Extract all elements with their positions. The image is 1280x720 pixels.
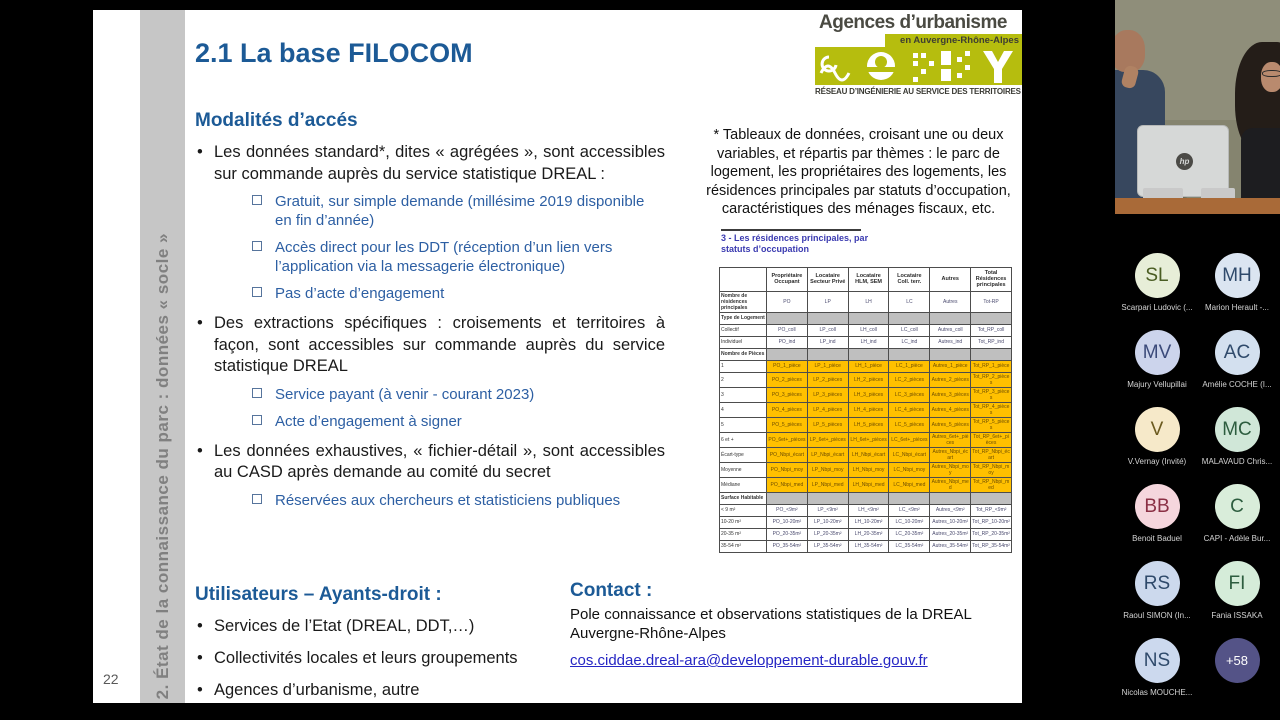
- table-cell: LP_35-54m²: [807, 540, 848, 552]
- bullet-item: [195, 313, 665, 431]
- contact-email-link[interactable]: cos.ciddae.dreal-ara@developpement-durable.gouv.fr: [570, 652, 928, 669]
- table-cell: LC_4_pièces: [889, 402, 930, 417]
- table-cell: Autres_10-20m²: [930, 516, 971, 528]
- checkbox-icon: [252, 287, 262, 297]
- table-cell: PO_1_pièce: [767, 360, 808, 372]
- bullet-item: [195, 441, 665, 510]
- table-cell: Autres_Nbpi_moy: [931, 463, 969, 476]
- table-row: [720, 516, 1012, 528]
- row-label: Moyenne: [720, 462, 767, 477]
- bullet-item: • Agences d’urbanisme, autre: [195, 680, 575, 701]
- table-cell: [889, 312, 930, 324]
- row-label: Écart-type: [720, 447, 767, 462]
- row-label: Collectif: [720, 324, 767, 336]
- table-row: [720, 336, 1012, 348]
- table-cell: PO_<9m²: [767, 504, 808, 516]
- row-label: < 9 m²: [720, 504, 767, 516]
- sub-bullet-item: [252, 284, 665, 303]
- table-cell: LH_<9m²: [848, 504, 889, 516]
- table-cell: LC_<9m²: [889, 504, 930, 516]
- table-cell: LC_coll: [889, 324, 930, 336]
- table-cell: Tot_RP_Nbpi_med: [971, 477, 1012, 492]
- table-cell: Autres_6et+_pièces: [930, 432, 971, 447]
- column-header: Propriétaire Occupant: [767, 267, 808, 291]
- row-label: Surface Habitable: [720, 492, 767, 504]
- table-cell: Autres_Nbpi_écart: [930, 447, 971, 462]
- table-row: [720, 402, 1012, 417]
- table-cell: LH_3_pièces: [848, 387, 889, 402]
- table-cell: LH: [848, 291, 889, 312]
- table-cell: Autres_<9m²: [930, 504, 971, 516]
- table-cell: [767, 492, 808, 504]
- row-label: 3: [720, 387, 767, 402]
- table-cell: [971, 312, 1012, 324]
- checkbox-icon: [252, 494, 262, 504]
- table-row: [720, 492, 1012, 504]
- participant-tile[interactable]: [1197, 330, 1277, 389]
- bullet-text: Des extractions spécifiques : croisements et territoires à façon, sont accessibles sur commande auprès du service statistique DREAL: [214, 314, 665, 375]
- table-cell: LH_1_pièce: [848, 360, 889, 372]
- table-cell: PO_4_pièces: [767, 402, 808, 417]
- table-cell: Autres_ind: [930, 336, 971, 348]
- checkbox-icon: [252, 415, 262, 425]
- table-cell: [930, 312, 971, 324]
- table-cell: [848, 492, 889, 504]
- participant-name: Fania ISSAKA: [1211, 611, 1263, 620]
- table-row: [720, 528, 1012, 540]
- table-cell: [889, 492, 930, 504]
- utilisateurs-list: [195, 616, 575, 701]
- table-cell: Tot_RP_6et+_pièces: [971, 432, 1012, 447]
- avatar: FI: [1215, 561, 1260, 606]
- table-cell: [767, 348, 808, 360]
- sub-bullet-list: [252, 491, 665, 510]
- table-cell: [848, 312, 889, 324]
- table-cell: Tot_RP_2_pièces: [971, 372, 1012, 387]
- table-cell: LP_5_pièces: [807, 417, 848, 432]
- row-label: 35-54 m²: [720, 540, 767, 552]
- participant-name: CAPI - Adèle Bur...: [1203, 534, 1271, 543]
- table-cell: LC: [889, 291, 930, 312]
- table-cell: Autres_5_pièces: [930, 417, 971, 432]
- participant-tile[interactable]: [1117, 484, 1197, 543]
- participant-tile[interactable]: [1197, 484, 1277, 543]
- table-row: [720, 540, 1012, 552]
- row-label: 1: [720, 360, 767, 372]
- column-header: Locataire Secteur Privé: [807, 267, 848, 291]
- table-cell: Tot_RP_4_pièces: [971, 402, 1012, 417]
- row-label: 2: [720, 372, 767, 387]
- table-row: [720, 504, 1012, 516]
- table-row: [720, 477, 1012, 492]
- table-row: [720, 348, 1012, 360]
- table-cell: Autres_Nbpi_med: [931, 478, 969, 491]
- table-cell: LC_Nbpi_moy: [889, 462, 930, 477]
- table-cell: [930, 492, 971, 504]
- table-cell: Autres_35-54m²: [930, 540, 971, 552]
- table-cell: Autres_3_pièces: [930, 387, 971, 402]
- table-cell: LP_3_pièces: [807, 387, 848, 402]
- sub-bullet-text: Pas d’acte d’engagement: [275, 285, 445, 302]
- sub-bullet-text: Réservées aux chercheurs et statisticiens publiques: [275, 491, 621, 509]
- avatar: RS: [1135, 561, 1180, 606]
- logo-title: Agences d’urbanisme: [819, 12, 1007, 33]
- table-caption-block: [721, 229, 1016, 255]
- webcam-video-tile[interactable]: [1115, 0, 1280, 214]
- table-cell: PO_Nbpi_med: [767, 477, 808, 492]
- table-cell: LC_10-20m²: [889, 516, 930, 528]
- table-cell: Autres: [930, 291, 971, 312]
- participant-name: Marion Herault -...: [1204, 303, 1270, 312]
- avatar: V: [1135, 407, 1180, 452]
- table-cell: LP: [807, 291, 848, 312]
- caption-divider: [721, 229, 861, 231]
- table-cell: LH_10-20m²: [848, 516, 889, 528]
- sub-bullet-text: Accès direct pour les DDT (réception d’un lien vers l’application via la messagerie électronique): [275, 239, 613, 275]
- slide-title: 2.1 La base FILOCOM: [195, 38, 473, 68]
- table-cell: PO_10-20m²: [767, 516, 808, 528]
- table-cell: PO_Nbpi_écart: [767, 447, 808, 462]
- corner-cell: [720, 267, 767, 291]
- table-cell: LP_ind: [807, 336, 848, 348]
- table-cell: LH_4_pièces: [848, 402, 889, 417]
- participant-name: Majury Vellupillai: [1127, 380, 1187, 389]
- table-cell: LP_6et+_pièces: [807, 432, 848, 447]
- participant-tile[interactable]: [1117, 638, 1197, 697]
- footnote-text: * Tableaux de données, croisant une ou deux variables, et répartis par thèmes : le parc de logement, les propriétaires des logements, les résidences principales par statuts d’occupation, caractéristiques des ménages fiscaux, etc.: [706, 127, 1011, 217]
- table-cell: Autres_20-35m²: [930, 528, 971, 540]
- table-cell: LC_3_pièces: [889, 387, 930, 402]
- bullet-item: • Services de l’Etat (DREAL, DDT,…): [195, 616, 575, 637]
- table-cell: Autres_coll: [930, 324, 971, 336]
- participant-name: Amélie COCHE (I...: [1202, 380, 1272, 389]
- table-cell: Tot_RP_10-20m²: [971, 516, 1012, 528]
- row-label: Nombre de Pièces: [720, 348, 767, 360]
- sub-bullet-list: [252, 192, 665, 303]
- table-cell: Autres_1_pièce: [930, 360, 971, 372]
- bullet-item: [195, 142, 665, 303]
- sub-bullet-item: [252, 238, 665, 276]
- row-label: Nombre de résidences principales: [720, 291, 767, 312]
- column-header: Autres: [930, 267, 971, 291]
- participant-name: Benoit Baduel: [1132, 534, 1182, 543]
- table-cell: [930, 348, 971, 360]
- avatar: NS: [1135, 638, 1180, 683]
- table-cell: Tot_RP_1_pièce: [971, 360, 1012, 372]
- table-cell: PO_20-35m²: [767, 528, 808, 540]
- bullet-text: Les données standard*, dites « agrégées », sont accessibles sur commande auprès du service statistique DREAL :: [214, 143, 665, 183]
- person-right-face: [1261, 62, 1280, 92]
- table-cell: LH_35-54m²: [848, 540, 889, 552]
- table-cell: LP_Nbpi_med: [807, 477, 848, 492]
- table-cell: LH_5_pièces: [848, 417, 889, 432]
- table-row: [720, 417, 1012, 432]
- table-cell: LC_1_pièce: [889, 360, 930, 372]
- table-cell: LP_Nbpi_écart: [807, 447, 848, 462]
- table-cell: LC_Nbpi_med: [889, 477, 930, 492]
- avatar: AC: [1215, 330, 1260, 375]
- bullet-item: • Collectivités locales et leurs groupements: [195, 648, 575, 669]
- table-cell: PO_2_pièces: [767, 372, 808, 387]
- table-cell: LP_Nbpi_moy: [807, 462, 848, 477]
- sub-bullet-text: Service payant (à venir - courant 2023): [275, 385, 535, 403]
- table-cell: Tot_RP_5_pièces: [971, 417, 1012, 432]
- glasses-icon: [1262, 70, 1280, 77]
- participant-name: Raoul SIMON (In...: [1123, 611, 1191, 620]
- checkbox-icon: [252, 388, 262, 398]
- avatar: MC: [1215, 407, 1260, 452]
- participant-tile[interactable]: [1117, 561, 1197, 620]
- table-cell: PO_6et+_pièces: [767, 432, 808, 447]
- avatar: MH: [1215, 253, 1260, 298]
- modalites-list: [195, 142, 665, 510]
- utilisateurs-section: [195, 584, 575, 712]
- table-cell: Tot_RP_Nbpi_écart: [972, 448, 1010, 461]
- participant-name: MALAVAUD Chris...: [1201, 457, 1273, 466]
- column-header: Locataire HLM, SEM: [848, 267, 889, 291]
- section-band: [140, 10, 185, 703]
- table-cell: LP_<9m²: [807, 504, 848, 516]
- sub-bullet-text: Gratuit, sur simple demande (millésime 2019 disponible en fin d’année): [275, 193, 645, 229]
- avatar: C: [1215, 484, 1260, 529]
- table-row: [720, 432, 1012, 447]
- laptop: [1137, 125, 1229, 197]
- overflow-count: +58: [1215, 638, 1260, 683]
- table-cell: PO_Nbpi_moy: [767, 462, 808, 477]
- table-cell: Tot-RP: [971, 291, 1012, 312]
- table-cell: LP_10-20m²: [807, 516, 848, 528]
- participant-name: Scarpari Ludovic (...: [1121, 303, 1193, 312]
- table-cell: [807, 348, 848, 360]
- table-cell: LC_2_pièces: [889, 372, 930, 387]
- contact-heading: Contact :: [570, 580, 653, 601]
- table-cell: Tot_RP_20-35m²: [971, 528, 1012, 540]
- table-header: [720, 267, 1012, 291]
- avatar: BB: [1135, 484, 1180, 529]
- logo-tagline: RÉSEAU D’INGÉNIERIE AU SERVICE DES TERRITOIRES: [815, 87, 1021, 96]
- table-cell: LC_ind: [889, 336, 930, 348]
- checkbox-icon: [252, 195, 262, 205]
- overflow-badge[interactable]: [1197, 638, 1277, 683]
- table-cell: PO_5_pièces: [767, 417, 808, 432]
- row-label: 6 et +: [720, 432, 767, 447]
- slide-right-column: [701, 126, 1016, 553]
- table-cell: LH_Nbpi_moy: [848, 462, 889, 477]
- logo-region: en Auvergne-Rhône-Alpes: [885, 34, 1022, 47]
- participants-panel: [1117, 253, 1277, 697]
- table-cell: Tot_RP_ind: [971, 336, 1012, 348]
- table-cell: LP_4_pièces: [807, 402, 848, 417]
- header-row: [720, 267, 1012, 291]
- row-label: Type de Logement: [720, 312, 767, 324]
- table-cell: LP_1_pièce: [807, 360, 848, 372]
- table-cell: [848, 348, 889, 360]
- table-cell: LH_ind: [848, 336, 889, 348]
- participant-tile[interactable]: [1197, 561, 1277, 620]
- sub-bullet-text: Acte d’engagement à signer: [275, 412, 462, 430]
- table-cell: LP_2_pièces: [807, 372, 848, 387]
- presentation-slide: [93, 10, 1022, 703]
- row-label: Médiane: [720, 477, 767, 492]
- row-label: 4: [720, 402, 767, 417]
- participant-tile[interactable]: [1117, 407, 1197, 466]
- table-row: [720, 462, 1012, 477]
- table-cell: LH_2_pièces: [848, 372, 889, 387]
- sub-bullet-item: [252, 412, 665, 431]
- table-cell: [889, 348, 930, 360]
- table-cell: Tot_RP_coll: [971, 324, 1012, 336]
- table-cell: LC_6et+_pièces: [889, 432, 930, 447]
- participant-name: V.Vernay (Invité): [1127, 457, 1187, 466]
- table-cell: [767, 312, 808, 324]
- table-cell: LC_20-35m²: [889, 528, 930, 540]
- table-cell: LH_coll: [848, 324, 889, 336]
- table-cell: [807, 312, 848, 324]
- table-cell: PO_3_pièces: [767, 387, 808, 402]
- bullet-text: Les données exhaustives, « fichier-détail », sont accessibles au CASD après demande au comité du secret: [214, 441, 665, 481]
- sub-bullet-list: [252, 385, 665, 431]
- table-cell: LP_coll: [807, 324, 848, 336]
- participant-name: Nicolas MOUCHE...: [1121, 688, 1193, 697]
- sub-bullet-item: [252, 491, 665, 510]
- sub-bullet-item: [252, 192, 665, 230]
- participant-tile[interactable]: [1117, 253, 1197, 312]
- table-row: [720, 312, 1012, 324]
- utilisateurs-heading: Utilisateurs – Ayants-droit :: [195, 584, 442, 605]
- table-cell: LC_Nbpi_écart: [889, 447, 930, 462]
- table-cell: LH_Nbpi_écart: [848, 447, 889, 462]
- table-cell: Tot_RP_35-54m²: [971, 540, 1012, 552]
- modalites-heading: Modalités d’accés: [195, 110, 358, 131]
- row-label: 5: [720, 417, 767, 432]
- table-cell: Autres_2_pièces: [930, 372, 971, 387]
- column-header: Total Résidences principales: [971, 267, 1012, 291]
- row-label: 20-35 m²: [720, 528, 767, 540]
- agency-logo: [815, 12, 1022, 112]
- table-cell: [807, 492, 848, 504]
- table-cell: LH_20-35m²: [848, 528, 889, 540]
- table-row: [720, 360, 1012, 372]
- table-caption: 3 - Les résidences principales, par statuts d’occupation: [721, 232, 869, 254]
- section-label: 2. État de la connaissance du parc : données « socle »: [152, 232, 172, 699]
- table-cell: LC_5_pièces: [889, 417, 930, 432]
- row-label: Individuel: [720, 336, 767, 348]
- participant-tile[interactable]: [1197, 407, 1277, 466]
- filocom-table: [719, 267, 1012, 553]
- table-cell: Autres_4_pièces: [930, 402, 971, 417]
- table-row: [720, 372, 1012, 387]
- table-cell: LC_35-54m²: [889, 540, 930, 552]
- participant-tile[interactable]: [1117, 330, 1197, 389]
- column-header: Locataire Coll. terr.: [889, 267, 930, 291]
- table-cell: PO_coll: [767, 324, 808, 336]
- table-cell: Tot_RP_3_pièces: [971, 387, 1012, 402]
- participant-tile[interactable]: [1197, 253, 1277, 312]
- sub-bullet-item: [252, 385, 665, 404]
- modalites-section: [195, 110, 665, 520]
- avatar: SL: [1135, 253, 1180, 298]
- table-cell: LH_6et+_pièces: [848, 432, 889, 447]
- table-cell: PO_ind: [767, 336, 808, 348]
- table-row: [720, 324, 1012, 336]
- table-cell: LH_Nbpi_med: [848, 477, 889, 492]
- table-cell: Tot_RP_<9m²: [971, 504, 1012, 516]
- row-label: 10-20 m²: [720, 516, 767, 528]
- contact-section: [570, 580, 1020, 670]
- table-cell: PO_35-54m²: [767, 540, 808, 552]
- table-cell: PO: [767, 291, 808, 312]
- contact-description: Pole connaissance et observations statistiques de la DREAL Auvergne-Rhône-Alpes: [570, 606, 972, 642]
- avatar: MV: [1135, 330, 1180, 375]
- logo-art-icon: [815, 47, 1022, 85]
- table-cell: [971, 492, 1012, 504]
- table-body: [720, 291, 1012, 552]
- table-cell: Tot_RP_Nbpi_moy: [971, 462, 1012, 477]
- table-row: [720, 291, 1012, 312]
- hp-logo-icon: hp: [1176, 153, 1193, 170]
- table-row: [720, 387, 1012, 402]
- page-number: 22: [103, 671, 119, 687]
- desk: [1115, 198, 1280, 214]
- table-row: [720, 447, 1012, 462]
- checkbox-icon: [252, 241, 262, 251]
- table-cell: LP_20-35m²: [807, 528, 848, 540]
- table-cell: [971, 348, 1012, 360]
